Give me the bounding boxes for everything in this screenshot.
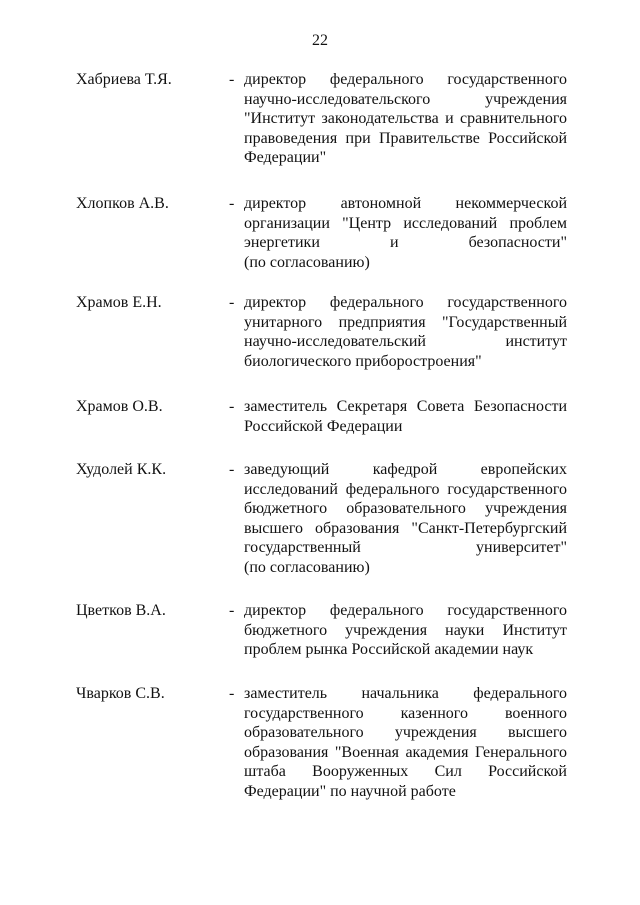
position-line: заместитель начальника федерального <box>244 685 567 702</box>
position-line: "Институт законодательства и сравнительного <box>244 110 567 127</box>
entry-dash: - <box>229 71 235 88</box>
member-position <box>244 684 567 801</box>
position-line: проблем рынка Российской академии наук <box>244 641 534 658</box>
member-name: Цветков В.А. <box>76 602 166 619</box>
position-line: государственный университет" <box>244 539 567 556</box>
position-line: штаба Вооруженных Сил Российской <box>244 763 567 780</box>
position-line: бюджетного образовательного учреждения <box>244 500 567 517</box>
member-position <box>244 460 567 577</box>
position-line: образовательного учреждения высшего <box>244 724 567 741</box>
position-line: заведующий кафедрой европейских <box>244 461 567 478</box>
position-line: образования "Военная академия Генерального <box>244 743 567 761</box>
member-name: Чварков С.В. <box>76 685 165 702</box>
position-line: высшего образования "Санкт-Петербургский <box>244 519 567 537</box>
position-line: организации "Центр исследований проблем <box>244 214 567 232</box>
position-line: директор федерального государственного <box>244 294 567 311</box>
entry-dash: - <box>229 294 235 311</box>
member-position <box>244 194 567 272</box>
position-line: научно-исследовательский институт <box>244 333 567 350</box>
position-line: государственного казенного военного <box>244 704 567 722</box>
position-line: исследований федерального государственного <box>244 480 567 498</box>
position-line: унитарного предприятия "Государственный <box>244 313 567 331</box>
position-line: директор федерального государственного <box>244 71 567 88</box>
position-line: научно-исследовательского учреждения <box>244 90 567 108</box>
position-line: правоведения при Правительстве Российской <box>244 129 567 147</box>
position-line: (по согласованию) <box>244 253 370 271</box>
position-line: Российской Федерации <box>244 417 403 435</box>
member-name: Хлопков А.В. <box>76 195 169 212</box>
member-name: Храмов Е.Н. <box>76 294 162 311</box>
member-name: Храмов О.В. <box>76 398 163 415</box>
position-line: энергетики и безопасности" <box>244 234 567 251</box>
position-line: директор федерального государственного <box>244 602 567 619</box>
entry-dash: - <box>229 195 235 212</box>
member-name: Худолей К.К. <box>76 461 167 478</box>
member-position <box>244 293 567 371</box>
position-line: Федерации" по научной работе <box>244 782 456 800</box>
position-line: заместитель Секретаря Совета Безопасности <box>244 398 567 415</box>
member-position <box>244 397 567 436</box>
entry-dash: - <box>229 398 235 415</box>
position-line: Федерации" <box>244 149 327 166</box>
entry-dash: - <box>229 602 235 619</box>
position-line: биологического приборостроения" <box>244 352 482 370</box>
member-position <box>244 70 567 168</box>
entry-dash: - <box>229 685 235 702</box>
position-line: (по согласованию) <box>244 558 370 576</box>
position-line: бюджетного учреждения науки Институт <box>244 621 567 639</box>
entry-dash: - <box>229 461 235 478</box>
position-line: директор автономной некоммерческой <box>244 195 567 212</box>
member-name: Хабриева Т.Я. <box>76 71 172 88</box>
member-position <box>244 601 567 660</box>
page-number: 22 <box>312 32 328 49</box>
